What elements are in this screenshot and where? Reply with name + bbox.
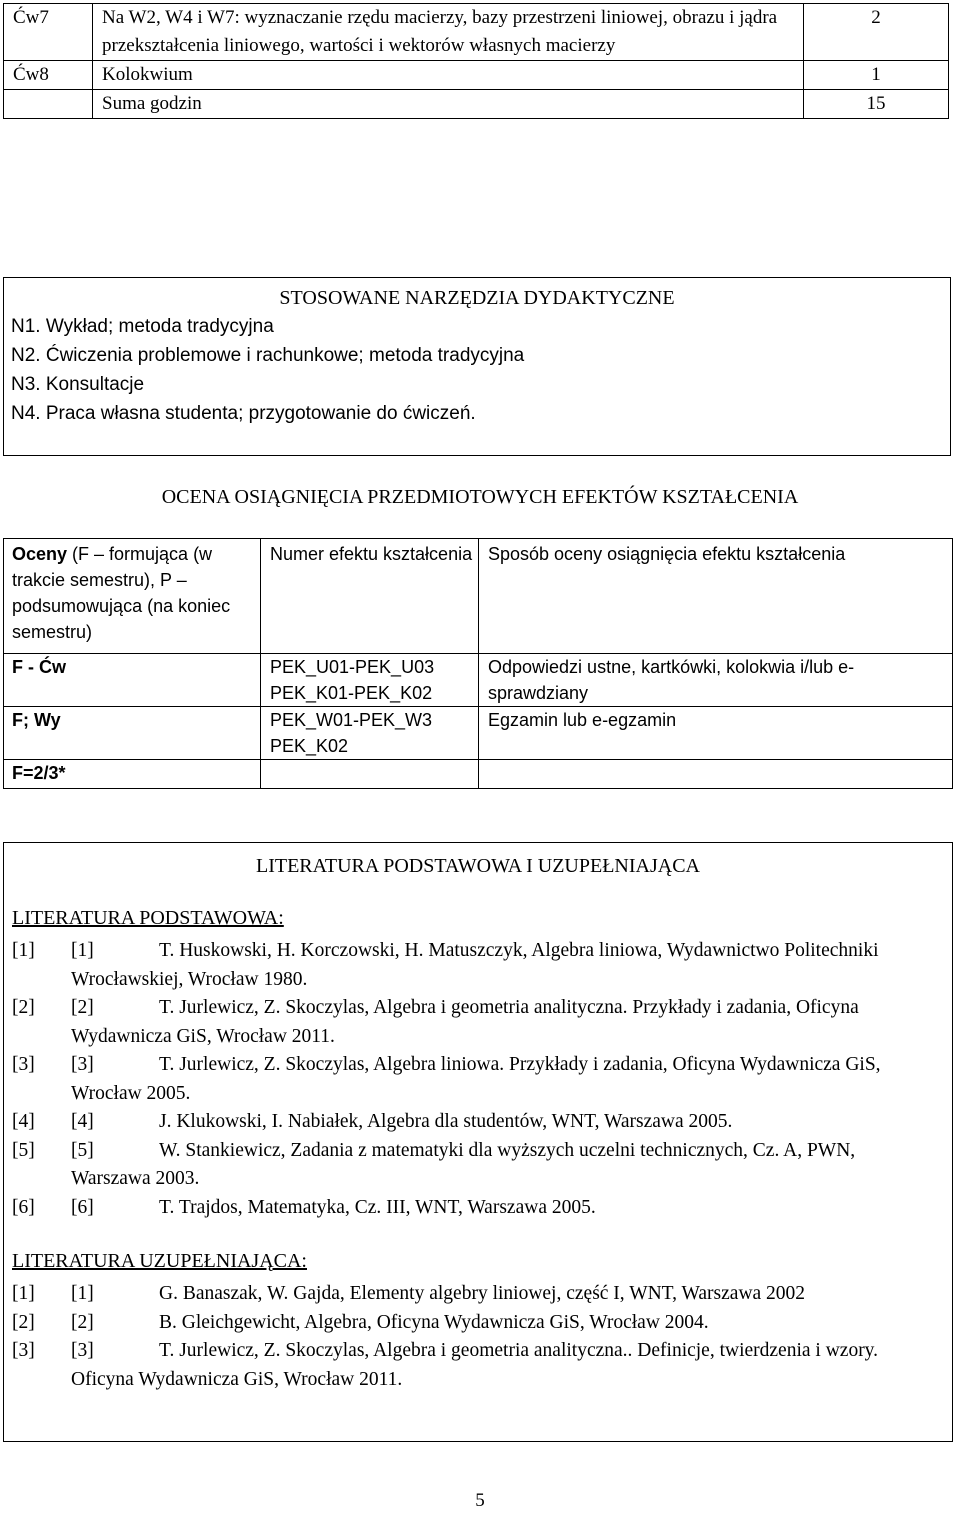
grades-header-bold: Oceny <box>12 544 68 564</box>
table-row <box>4 760 953 789</box>
table-row <box>4 61 949 90</box>
exercise-code: Ćw8 <box>4 61 93 90</box>
ref-number: [3] <box>12 1054 35 1075</box>
ref-number: [1] <box>71 940 94 961</box>
ref-text: T. Jurlewicz, Z. Skoczylas, Algebra i geometria analityczna. Przykłady i zadania, Oficyna Wydawnicza GiS, Wrocław 2011. <box>71 997 859 1047</box>
exercise-code: Ćw7 <box>4 4 93 61</box>
assessment-title: OCENA OSIĄGNIĘCIA PRZEDMIOTOWYCH EFEKTÓW KSZTAŁCENIA <box>161 486 799 508</box>
method-cell: Odpowiedzi ustne, kartkówki, kolokwia i/lub e-sprawdziany <box>479 654 953 707</box>
section-title: LITERATURA PODSTAWOWA I UZUPEŁNIAJĄCA <box>255 855 700 877</box>
grade-cell: F; Wy <box>4 707 261 760</box>
list-item: N3. Konsultacje <box>11 374 145 395</box>
assessment-table <box>3 538 953 789</box>
supplementary-literature-list <box>4 1280 952 1394</box>
supplementary-literature-heading: LITERATURA UZUPEŁNIAJĄCA: <box>12 1250 307 1272</box>
list-item: N4. Praca własna studenta; przygotowanie do ćwiczeń. <box>11 403 476 424</box>
ref-text: T. Jurlewicz, Z. Skoczylas, Algebra liniowa. Przykłady i zadania, Oficyna Wydawnicza GiS, Wrocław 2005. <box>71 1054 881 1104</box>
effect-code: PEK_W01-PEK_W3 <box>270 710 433 730</box>
ref-text: B. Gleichgewicht, Algebra, Oficyna Wydawnicza GiS, Wrocław 2004. <box>159 1311 709 1333</box>
list-item <box>4 1194 952 1223</box>
effect-code: PEK_U01-PEK_U03 <box>270 657 435 677</box>
sum-hours: 15 <box>804 90 949 119</box>
list-item <box>4 1108 952 1137</box>
grades-header-text: (F – formująca (w trakcie semestru), P – podsumowująca (na koniec semestru) <box>12 544 231 642</box>
hours-table <box>3 3 949 119</box>
exercise-hours: 2 <box>804 4 949 61</box>
ref-number: [2] <box>12 1311 35 1333</box>
effect-code: PEK_K02 <box>270 736 349 756</box>
exercise-hours: 1 <box>804 61 949 90</box>
ref-number: [1] <box>12 1283 35 1304</box>
ref-number: [4] <box>12 1111 35 1132</box>
ref-text: W. Stankiewicz, Zadania z matematyki dla wyższych uczelni technicznych, Cz. A, PWN, Warszawa 2003. <box>71 1139 856 1189</box>
method-cell <box>479 760 953 789</box>
list-item: N2. Ćwiczenia problemowe i rachunkowe; metoda tradycyjna <box>11 345 525 366</box>
list-item <box>4 1137 952 1194</box>
page-number: 5 <box>475 1490 485 1511</box>
ref-number: [2] <box>71 997 94 1018</box>
list-item <box>4 1051 952 1108</box>
basic-literature-list <box>4 937 952 1222</box>
ref-number: [2] <box>12 997 35 1018</box>
grade-cell: F=2/3* <box>4 760 261 789</box>
grades-header <box>4 539 261 654</box>
list-item <box>4 1309 952 1338</box>
list-item <box>4 937 952 994</box>
ref-text: G. Banaszak, W. Gajda, Elementy algebry liniowej, część I, WNT, Warszawa 2002 <box>159 1283 806 1304</box>
effects-cell <box>261 760 479 789</box>
effects-cell <box>261 707 479 760</box>
table-row <box>4 4 949 61</box>
basic-literature-heading: LITERATURA PODSTAWOWA: <box>12 907 284 929</box>
ref-text: T. Jurlewicz, Z. Skoczylas, Algebra i geometria analityczna.. Definicje, twierdzenia i wzory. Oficyna Wydawnicza GiS, Wrocław 2011. <box>71 1340 879 1390</box>
table-row <box>4 654 953 707</box>
grade-cell: F - Ćw <box>4 654 261 707</box>
sum-label: Suma godzin <box>93 90 804 119</box>
method-header: Sposób oceny osiągnięcia efektu kształcenia <box>479 539 953 654</box>
effect-code: PEK_K01-PEK_K02 <box>270 683 433 703</box>
ref-number: [4] <box>71 1111 94 1132</box>
ref-number: [1] <box>71 1283 94 1304</box>
ref-number: [5] <box>12 1139 35 1161</box>
list-item <box>4 1337 952 1394</box>
section-title: STOSOWANE NARZĘDZIA DYDAKTYCZNE <box>279 287 675 309</box>
ref-number: [2] <box>71 1311 94 1333</box>
ref-number: [3] <box>12 1340 35 1361</box>
ref-text: J. Klukowski, I. Nabiałek, Algebra dla studentów, WNT, Warszawa 2005. <box>159 1111 733 1132</box>
table-row <box>4 90 949 119</box>
ref-text: T. Huskowski, H. Korczowski, H. Matuszczyk, Algebra liniowa, Wydawnictwo Politechniki Wrocławskiej, Wrocław 1980. <box>71 940 879 990</box>
list-item <box>4 1280 952 1309</box>
exercise-topic: Kolokwium <box>93 61 804 90</box>
method-cell: Egzamin lub e-egzamin <box>479 707 953 760</box>
ref-number: [1] <box>12 940 35 961</box>
list-item <box>4 994 952 1051</box>
effect-number-header: Numer efektu kształcenia <box>261 539 479 654</box>
ref-text: T. Trajdos, Matematyka, Cz. III, WNT, Warszawa 2005. <box>159 1196 596 1218</box>
list-item: N1. Wykład; metoda tradycyjna <box>11 316 274 337</box>
ref-number: [5] <box>71 1139 94 1161</box>
effects-cell <box>261 654 479 707</box>
exercise-code <box>4 90 93 119</box>
literature-section <box>3 842 953 1442</box>
ref-number: [3] <box>71 1054 94 1075</box>
table-row <box>4 707 953 760</box>
ref-number: [6] <box>12 1196 35 1218</box>
ref-number: [6] <box>71 1196 94 1218</box>
exercise-topic: Na W2, W4 i W7: wyznaczanie rzędu macierzy, bazy przestrzeni liniowej, obrazu i jądra przekształcenia liniowego, wartości i wektorów własnych macierzy <box>93 4 804 61</box>
teaching-tools-section <box>3 277 951 456</box>
table-row <box>4 539 953 654</box>
ref-number: [3] <box>71 1340 94 1361</box>
